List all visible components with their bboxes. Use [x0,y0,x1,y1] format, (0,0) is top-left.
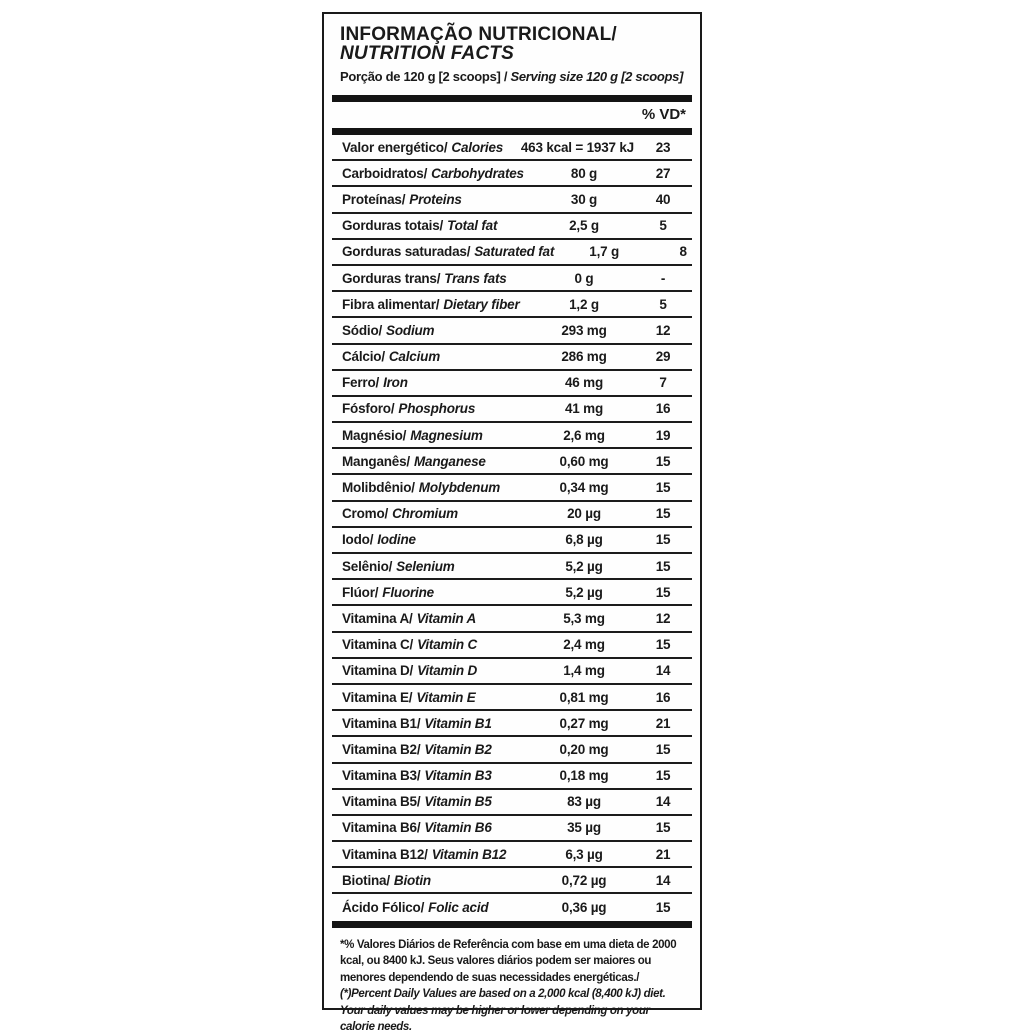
nutrient-row [332,345,692,371]
nutrient-daily-value: 12 [655,322,671,338]
nutrient-row [332,135,692,161]
footnote-pt: *% Valores Diários de Referência com base em uma dieta de 2000 kcal, ou 8400 kJ. Seus valores diários podem ser maiores ou menores dependendo de suas necessidades energéticas./ [340,938,677,984]
nutrient-daily-value: 8 [679,244,687,260]
nutrient-name [332,637,534,652]
nutrient-name-en: Vitamin B1 [424,715,492,731]
nutrient-daily-value: 40 [655,191,671,207]
nutrient-amount: 20 µg [567,506,601,522]
nutrient-row [332,842,692,868]
nutrient-row [332,711,692,737]
nutrient-name-en: Iodine [377,532,416,548]
nutrient-name [332,663,534,678]
nutrient-row [332,528,692,554]
nutrient-name-pt: Vitamina B6/ [342,820,421,836]
nutrient-amount: 0 g [574,270,594,286]
nutrient-row [332,790,692,816]
footnote [340,937,686,1036]
nutrient-amount: 41 mg [564,401,604,417]
nutrient-row [332,266,692,292]
nutrient-daily-value: 14 [655,663,671,679]
nutrient-name-en: Vitamin B5 [424,794,492,810]
nutrient-name [332,611,534,626]
nutrient-daily-value: 21 [655,715,671,731]
nutrient-name-en: Folic acid [428,900,489,916]
nutrient-daily-value: 16 [655,401,671,417]
nutrient-daily-value: 27 [655,165,671,181]
nutrient-daily-value: 16 [655,689,671,705]
nutrient-name [332,559,534,574]
nutrient-name-en: Biotin [393,872,431,888]
nutrient-name-pt: Carboidratos/ [342,165,428,181]
nutrient-name [332,532,534,547]
nutrient-name-pt: Iodo/ [342,532,374,548]
nutrient-name-pt: Fibra alimentar/ [342,296,440,312]
nutrition-label [322,12,702,1034]
nutrient-amount: 293 mg [561,322,607,338]
nutrient-name [332,192,534,207]
nutrient-amount: 0,34 mg [559,480,609,496]
nutrient-name-pt: Vitamina B5/ [342,794,421,810]
nutrient-row [332,423,692,449]
nutrient-name-en: Molybdenum [418,480,501,496]
nutrient-amount: 0,60 mg [559,453,609,469]
nutrient-amount: 35 µg [567,820,601,836]
nutrient-daily-value: 5 [659,296,667,312]
nutrient-row [332,659,692,685]
nutrient-row [332,475,692,501]
nutrient-amount: 0,20 mg [559,741,609,757]
nutrient-amount: 463 kcal = 1937 kJ [520,139,634,155]
nutrient-row [332,606,692,632]
nutrient-name-en: Vitamin B6 [424,820,492,836]
nutrient-name-en: Fluorine [382,584,434,600]
nutrient-name-pt: Vitamina B3/ [342,768,421,784]
nutrient-name-en: Iron [383,375,408,391]
nutrient-amount: 46 mg [564,375,604,391]
nutrient-daily-value: 29 [655,349,671,365]
nutrient-name-en: Vitamin D [417,663,478,679]
nutrient-name [332,480,534,495]
nutrient-name-en: Trans fats [444,270,507,286]
nutrient-name [332,297,534,312]
nutrient-amount: 5,3 mg [563,610,605,626]
nutrient-daily-value: 15 [655,532,671,548]
nutrient-daily-value: 15 [655,584,671,600]
nutrient-name [332,323,534,338]
nutrient-daily-value: 15 [655,741,671,757]
nutrient-name-pt: Vitamina B1/ [342,715,421,731]
nutrient-daily-value: 21 [655,846,671,862]
nutrient-daily-value: 15 [655,768,671,784]
nutrient-name [332,690,534,705]
nutrient-name-en: Vitamin B12 [431,846,507,862]
nutrient-name-en: Sodium [386,322,435,338]
nutrient-name-pt: Sódio/ [342,322,383,338]
nutrient-row [332,580,692,606]
nutrient-name [332,428,534,443]
nutrient-name [332,140,521,155]
nutrient-name-pt: Valor energético/ [342,139,448,155]
nutrient-amount: 1,7 g [589,244,620,260]
nutrient-amount: 6,3 µg [565,846,603,862]
daily-value-column-header: % VD* [641,106,686,123]
nutrient-name-en: Saturated fat [474,244,555,260]
nutrient-name [332,349,534,364]
nutrient-name-en: Vitamin B3 [424,768,492,784]
nutrient-name-en: Magnesium [410,427,483,443]
nutrient-row [332,240,692,266]
serving-size-en: Serving size 120 g [2 scoops] [510,69,684,84]
nutrient-name-pt: Molibdênio/ [342,480,415,496]
nutrient-name [332,271,534,286]
nutrient-rows [332,135,692,921]
nutrient-name-pt: Vitamina C/ [342,637,414,653]
nutrient-name-pt: Cálcio/ [342,349,385,365]
nutrient-name-pt: Cromo/ [342,506,389,522]
nutrient-name [332,506,534,521]
nutrient-amount: 5,2 µg [565,584,603,600]
nutrient-name-pt: Vitamina E/ [342,689,413,705]
nutrient-daily-value: 14 [655,794,671,810]
nutrient-amount: 286 mg [561,349,607,365]
nutrient-daily-value: 15 [655,506,671,522]
nutrient-name [332,900,534,915]
nutrient-daily-value: 15 [655,820,671,836]
nutrient-amount: 0,72 µg [561,872,607,888]
nutrient-name-pt: Vitamina B12/ [342,846,428,862]
nutrient-amount: 80 g [570,165,598,181]
nutrient-amount: 0,81 mg [559,689,609,705]
nutrient-name-en: Dietary fiber [443,296,520,312]
nutrient-name [332,742,534,757]
nutrient-daily-value: 23 [655,139,671,155]
nutrient-amount: 5,2 µg [565,558,603,574]
nutrient-amount: 0,27 mg [559,715,609,731]
nutrient-daily-value: 15 [655,637,671,653]
thick-divider-bottom [332,921,692,928]
nutrient-row [332,737,692,763]
nutrient-name-pt: Magnésio/ [342,427,407,443]
nutrient-name-en: Vitamin A [416,610,477,626]
nutrient-daily-value: 15 [655,900,671,916]
label-title-en: NUTRITION FACTS [340,43,514,64]
nutrient-name-pt: Vitamina D/ [342,663,414,679]
nutrient-name-en: Manganese [413,453,486,469]
nutrient-name-pt: Ácido Fólico/ [342,900,425,916]
nutrient-daily-value: 19 [655,427,671,443]
nutrient-name-pt: Selênio/ [342,558,393,574]
nutrient-name-pt: Gorduras totais/ [342,218,444,234]
nutrient-row [332,685,692,711]
nutrient-daily-value: 15 [655,480,671,496]
nutrient-name-en: Vitamin E [416,689,476,705]
nutrient-name [332,454,534,469]
nutrient-name [332,873,534,888]
nutrient-row [332,292,692,318]
nutrient-name-en: Vitamin C [417,637,478,653]
nutrient-row [332,894,692,920]
nutrient-name-pt: Flúor/ [342,584,379,600]
nutrient-name-pt: Proteínas/ [342,191,406,207]
nutrient-amount: 30 g [570,191,598,207]
nutrient-name-en: Chromium [392,506,458,522]
nutrient-name [332,166,534,181]
nutrient-amount: 1,4 mg [563,663,605,679]
nutrient-name-en: Phosphorus [398,401,476,417]
nutrient-name [332,585,534,600]
nutrient-amount: 2,6 mg [563,427,605,443]
nutrient-row [332,397,692,423]
nutrient-row [332,161,692,187]
nutrient-amount: 0,18 mg [559,768,609,784]
nutrient-amount: 1,2 g [569,296,599,312]
nutrient-name [332,375,534,390]
nutrient-name [332,820,534,835]
nutrient-row [332,816,692,842]
nutrient-name-en: Total fat [447,218,498,234]
nutrient-row [332,868,692,894]
nutrient-name [332,847,534,862]
footnote-en: (*)Percent Daily Values are based on a 2,000 kcal (8,400 kJ) diet. Your daily values may be higher or lower depending on your calorie needs. [340,988,666,1034]
nutrient-amount: 6,8 µg [565,532,603,548]
nutrient-name-pt: Vitamina B2/ [342,741,421,757]
nutrient-daily-value: 7 [659,375,667,391]
nutrient-amount: 2,5 g [569,218,599,234]
nutrient-amount: 83 µg [567,794,601,810]
nutrient-name-en: Vitamin B2 [424,741,492,757]
nutrient-name-en: Calcium [388,349,440,365]
nutrient-amount: 0,36 µg [561,900,607,916]
label-title-pt: INFORMAÇÃO NUTRICIONAL/ [340,24,617,45]
nutrient-row [332,449,692,475]
nutrient-row [332,187,692,213]
nutrient-row [332,371,692,397]
nutrient-name-pt: Ferro/ [342,375,380,391]
nutrient-row [332,554,692,580]
thick-divider-top [332,95,692,102]
serving-size-pt: Porção de 120 g [2 scoops] / [340,69,511,84]
thick-divider-header [332,128,692,135]
nutrient-name-pt: Vitamina A/ [342,610,413,626]
nutrient-name [332,401,534,416]
nutrient-amount: 2,4 mg [563,637,605,653]
nutrient-name-pt: Manganês/ [342,453,410,469]
serving-size-line [340,68,686,86]
nutrient-name [332,218,534,233]
nutrient-daily-value: 15 [655,558,671,574]
nutrient-name-pt: Gorduras saturadas/ [342,244,471,260]
nutrient-row [332,633,692,659]
nutrient-name-pt: Biotina/ [342,872,390,888]
nutrient-daily-value: 14 [655,872,671,888]
nutrient-name-pt: Gorduras trans/ [342,270,441,286]
nutrient-daily-value: 15 [655,453,671,469]
nutrient-daily-value: 5 [659,218,667,234]
nutrient-row [332,502,692,528]
nutrient-name-pt: Fósforo/ [342,401,395,417]
nutrient-name [332,768,534,783]
nutrient-name-en: Carbohydrates [431,165,524,181]
nutrient-daily-value: - [660,270,666,286]
label-header [324,14,700,86]
nutrient-name [332,244,554,259]
nutrient-row [332,764,692,790]
nutrient-row [332,214,692,240]
nutrient-name-en: Selenium [396,558,455,574]
nutrient-name [332,716,534,731]
nutrient-name-en: Proteins [409,191,462,207]
nutrient-daily-value: 12 [655,610,671,626]
nutrient-name-en: Calories [451,139,504,155]
nutrient-row [332,318,692,344]
nutrient-name [332,794,534,809]
